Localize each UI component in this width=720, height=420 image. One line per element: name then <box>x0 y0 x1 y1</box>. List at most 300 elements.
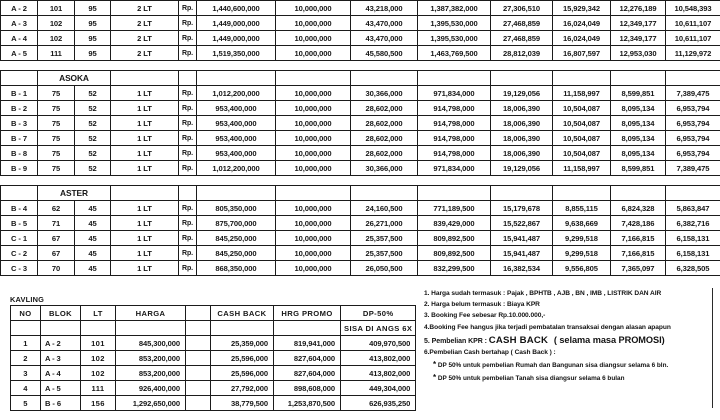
kavling-header-harga: HARGA <box>116 306 186 321</box>
cell-lantai: 1 LT <box>111 246 179 261</box>
table-row <box>1 116 720 131</box>
kavling-title: KAVLING <box>10 295 45 304</box>
group-header-row <box>1 186 720 201</box>
cell-lt: 101 <box>38 1 75 16</box>
kavling-cell-harga: 853,200,000 <box>116 366 186 381</box>
cell-cashback: 10,000,000 <box>276 46 351 61</box>
cell-ppn: 28,602,000 <box>351 131 418 146</box>
table-row <box>1 101 720 116</box>
kavling-cell-hrgpromo: 1,253,870,500 <box>274 396 341 411</box>
cell-lb: 45 <box>75 231 111 246</box>
cell-a3: 12,349,177 <box>611 16 666 31</box>
cell-a1: 18,006,390 <box>491 131 553 146</box>
cell-blok: B - 9 <box>1 161 38 176</box>
note-3: 3. Booking Fee sebesar Rp.10.000.000,- <box>424 312 546 320</box>
cell-a3: 8,599,851 <box>611 161 666 176</box>
cell-ppn: 30,366,000 <box>351 161 418 176</box>
cell-a2: 10,504,087 <box>553 116 611 131</box>
cell-lt: 102 <box>38 31 75 46</box>
kavling-cell-no: 4 <box>11 381 41 396</box>
cell-a2: 9,299,518 <box>553 246 611 261</box>
cell-a2: 9,638,669 <box>553 216 611 231</box>
cell-a3: 6,824,328 <box>611 201 666 216</box>
kavling-subheader-blank <box>116 321 186 336</box>
kavling-cell-no: 1 <box>11 336 41 351</box>
cell-lantai: 1 LT <box>111 101 179 116</box>
table-row <box>1 31 720 46</box>
kavling-cell-blok: A - 3 <box>41 351 81 366</box>
cell-a3: 8,095,134 <box>611 146 666 161</box>
cell-lb: 52 <box>75 116 111 131</box>
cell-lb: 95 <box>75 31 111 46</box>
cell-hrgpromo: 971,834,000 <box>418 161 491 176</box>
cell-cashback: 10,000,000 <box>276 31 351 46</box>
cell-a1: 27,306,510 <box>491 1 553 16</box>
kavling-cell-hrgpromo: 827,604,000 <box>274 366 341 381</box>
note-5-promo: ( selama masa PROMOSI) <box>553 334 665 345</box>
kavling-cell-harga: 1,292,650,000 <box>116 396 186 411</box>
cell-lt: 102 <box>38 16 75 31</box>
cell-a1: 16,382,534 <box>491 261 553 276</box>
cell-blok: B - 4 <box>1 201 38 216</box>
kavling-cell-lt: 102 <box>81 366 116 381</box>
cell-hrgpromo: 914,798,000 <box>418 131 491 146</box>
cell-a3: 7,166,815 <box>611 246 666 261</box>
cell-harga: 845,250,000 <box>197 231 276 246</box>
cell-hrgpromo: 839,429,000 <box>418 216 491 231</box>
cell-lantai: 1 LT <box>111 116 179 131</box>
cell-rp: Rp. <box>179 131 197 146</box>
cell-ppn: 28,602,000 <box>351 116 418 131</box>
cell-harga: 953,400,000 <box>197 101 276 116</box>
cell-hrgpromo: 809,892,500 <box>418 231 491 246</box>
cell-hrgpromo: 1,395,530,000 <box>418 16 491 31</box>
note-4: 4.Booking Fee hangus jika terjadi pembatalan transaksai dengan alasan apapun <box>424 323 671 331</box>
group-header-blank <box>611 71 666 86</box>
kavling-cell-lt: 156 <box>81 396 116 411</box>
kavling-cell-harga: 926,400,000 <box>116 381 186 396</box>
cell-a1: 15,941,487 <box>491 246 553 261</box>
cell-harga: 953,400,000 <box>197 146 276 161</box>
note-5-prefix: 5. Pembelian KPR : <box>424 337 489 345</box>
cell-lt: 111 <box>38 46 75 61</box>
cell-hrgpromo: 1,387,382,000 <box>418 1 491 16</box>
cell-hrgpromo: 1,463,769,500 <box>418 46 491 61</box>
cell-a2: 16,807,597 <box>553 46 611 61</box>
group-header-blank <box>666 71 720 86</box>
cell-lantai: 1 LT <box>111 201 179 216</box>
cell-lantai: 1 LT <box>111 261 179 276</box>
cell-a4: 6,953,794 <box>666 116 720 131</box>
kavling-cell-no: 5 <box>11 396 41 411</box>
cell-lantai: 1 LT <box>111 146 179 161</box>
cell-cashback: 10,000,000 <box>276 216 351 231</box>
cell-cashback: 10,000,000 <box>276 116 351 131</box>
group-header-blank <box>418 186 491 201</box>
cell-a2: 15,929,342 <box>553 1 611 16</box>
note-1: 1. Harga sudah termasuk : Pajak , BPHTB , AJB , BN , IMB , LISTRIK DAN AIR <box>424 290 662 297</box>
table-group-spacer <box>1 61 720 71</box>
cell-a4: 10,611,107 <box>666 31 720 46</box>
cell-hrgpromo: 771,189,500 <box>418 201 491 216</box>
note-6a-text: DP 50% untuk pembelian Rumah dan Bangunan sisa diangsur selama 6 bln. <box>437 362 669 370</box>
note-6: 6.Pembelian Cash bertahap ( Cash Back ) : <box>424 349 556 357</box>
group-header-blank <box>491 71 553 86</box>
table-group-spacer <box>1 176 720 186</box>
cell-harga: 1,519,350,000 <box>197 46 276 61</box>
cell-rp: Rp. <box>179 216 197 231</box>
kavling-cell-cashback: 25,596,000 <box>211 351 274 366</box>
cell-cashback: 10,000,000 <box>276 101 351 116</box>
notes-divider <box>712 288 713 408</box>
cell-a4: 5,863,847 <box>666 201 720 216</box>
kavling-row <box>11 366 416 381</box>
cell-rp: Rp. <box>179 1 197 16</box>
spacer-cell <box>1 176 720 186</box>
table-row <box>1 246 720 261</box>
cell-a4: 10,548,393 <box>666 1 720 16</box>
kavling-cell-no: 2 <box>11 351 41 366</box>
spacer-cell <box>1 61 720 71</box>
cell-rp: Rp. <box>179 261 197 276</box>
cell-a1: 15,179,678 <box>491 201 553 216</box>
cell-harga: 805,350,000 <box>197 201 276 216</box>
cell-lb: 95 <box>75 1 111 16</box>
table-row <box>1 86 720 101</box>
cell-cashback: 10,000,000 <box>276 246 351 261</box>
cell-a4: 6,953,794 <box>666 146 720 161</box>
table-row <box>1 131 720 146</box>
kavling-cell-gap <box>186 351 211 366</box>
kavling-cell-lt: 111 <box>81 381 116 396</box>
group-header-row <box>1 71 720 86</box>
note-5 <box>424 336 712 346</box>
kavling-cell-cashback: 25,359,000 <box>211 336 274 351</box>
cell-lt: 75 <box>38 131 75 146</box>
table-row <box>1 161 720 176</box>
cell-blok: B - 7 <box>1 131 38 146</box>
cell-ppn: 26,050,500 <box>351 261 418 276</box>
kavling-cell-dp: 449,304,000 <box>341 381 416 396</box>
kavling-row <box>11 396 416 411</box>
group-header-blank <box>276 186 351 201</box>
notes-list <box>424 291 712 386</box>
group-header-blank <box>553 71 611 86</box>
cell-harga: 1,012,200,000 <box>197 161 276 176</box>
note-5-cashback: CASH BACK <box>488 334 549 346</box>
kavling-cell-harga: 853,200,000 <box>116 351 186 366</box>
cell-a2: 16,024,049 <box>553 16 611 31</box>
kavling-cell-dp: 409,970,500 <box>341 336 416 351</box>
cell-a2: 9,556,805 <box>553 261 611 276</box>
kavling-table <box>10 305 416 411</box>
cell-lt: 71 <box>38 216 75 231</box>
kavling-cell-hrgpromo: 898,608,000 <box>274 381 341 396</box>
table-row <box>1 216 720 231</box>
cell-blok: B - 3 <box>1 116 38 131</box>
cell-harga: 1,449,000,000 <box>197 16 276 31</box>
cell-lantai: 2 LT <box>111 46 179 61</box>
cell-a3: 8,095,134 <box>611 131 666 146</box>
cell-lt: 75 <box>38 116 75 131</box>
cell-rp: Rp. <box>179 201 197 216</box>
group-header-blank <box>666 186 720 201</box>
kavling-cell-dp: 413,802,000 <box>341 366 416 381</box>
cell-ppn: 28,602,000 <box>351 101 418 116</box>
kavling-subheader-row <box>11 321 416 336</box>
cell-lantai: 1 LT <box>111 161 179 176</box>
cell-a3: 12,276,189 <box>611 1 666 16</box>
cell-ppn: 43,470,000 <box>351 16 418 31</box>
cell-a1: 15,941,487 <box>491 231 553 246</box>
kavling-header-blok: BLOK <box>41 306 81 321</box>
cell-cashback: 10,000,000 <box>276 261 351 276</box>
kavling-row <box>11 381 416 396</box>
group-header-blank <box>179 186 197 201</box>
cell-lb: 95 <box>75 46 111 61</box>
table-row <box>1 231 720 246</box>
cell-cashback: 10,000,000 <box>276 86 351 101</box>
group-header-blank <box>1 186 38 201</box>
cell-blok: B - 2 <box>1 101 38 116</box>
kavling-header-lt: LT <box>81 306 116 321</box>
cell-a4: 7,389,475 <box>666 161 720 176</box>
table-row <box>1 261 720 276</box>
kavling-cell-gap <box>186 396 211 411</box>
kavling-subheader-blank <box>211 321 274 336</box>
cell-hrgpromo: 809,892,500 <box>418 246 491 261</box>
cell-a4: 6,953,794 <box>666 101 720 116</box>
group-header-blank <box>197 71 276 86</box>
cell-hrgpromo: 832,299,500 <box>418 261 491 276</box>
group-header-blank <box>276 71 351 86</box>
cell-cashback: 10,000,000 <box>276 16 351 31</box>
cell-harga: 1,440,600,000 <box>197 1 276 16</box>
cell-lb: 52 <box>75 86 111 101</box>
cell-lantai: 1 LT <box>111 86 179 101</box>
cell-a4: 7,389,475 <box>666 86 720 101</box>
kavling-row <box>11 351 416 366</box>
cell-hrgpromo: 1,395,530,000 <box>418 31 491 46</box>
kavling-subheader-blank <box>186 321 211 336</box>
cell-a1: 19,129,056 <box>491 161 553 176</box>
cell-lt: 70 <box>38 261 75 276</box>
cell-lantai: 1 LT <box>111 131 179 146</box>
cell-harga: 868,350,000 <box>197 261 276 276</box>
kavling-cell-lt: 102 <box>81 351 116 366</box>
cell-lb: 45 <box>75 261 111 276</box>
cell-a2: 9,299,518 <box>553 231 611 246</box>
cell-harga: 875,700,000 <box>197 216 276 231</box>
cell-cashback: 10,000,000 <box>276 131 351 146</box>
table-row <box>1 146 720 161</box>
kavling-header-dp: DP-50% <box>341 306 416 321</box>
cell-harga: 953,400,000 <box>197 116 276 131</box>
kavling-subheader-blank <box>11 321 41 336</box>
cell-harga: 845,250,000 <box>197 246 276 261</box>
cell-a1: 27,468,859 <box>491 16 553 31</box>
cell-ppn: 26,271,000 <box>351 216 418 231</box>
cell-ppn: 24,160,500 <box>351 201 418 216</box>
cell-a3: 8,095,134 <box>611 101 666 116</box>
cell-hrgpromo: 914,798,000 <box>418 146 491 161</box>
cell-hrgpromo: 914,798,000 <box>418 101 491 116</box>
cell-blok: C - 1 <box>1 231 38 246</box>
group-header-blank <box>611 186 666 201</box>
cell-ppn: 25,357,500 <box>351 231 418 246</box>
kavling-cell-harga: 845,300,000 <box>116 336 186 351</box>
kavling-header-cashback: CASH BACK <box>211 306 274 321</box>
kavling-subheader-blank <box>81 321 116 336</box>
cell-a3: 7,428,186 <box>611 216 666 231</box>
cell-lantai: 1 LT <box>111 231 179 246</box>
group-name-cell: ASOKA <box>38 71 111 86</box>
cell-a3: 8,599,851 <box>611 86 666 101</box>
cell-harga: 1,012,200,000 <box>197 86 276 101</box>
kavling-cell-dp: 413,802,000 <box>341 351 416 366</box>
kavling-cell-hrgpromo: 827,604,000 <box>274 351 341 366</box>
cell-hrgpromo: 971,834,000 <box>418 86 491 101</box>
cell-lb: 95 <box>75 16 111 31</box>
cell-lantai: 1 LT <box>111 216 179 231</box>
kavling-cell-no: 3 <box>11 366 41 381</box>
cell-a3: 8,095,134 <box>611 116 666 131</box>
kavling-cell-hrgpromo: 819,941,000 <box>274 336 341 351</box>
cell-blok: A - 3 <box>1 16 38 31</box>
note-2: 2. Harga belum termasuk : Biaya KPR <box>424 301 540 309</box>
cell-lb: 45 <box>75 201 111 216</box>
cell-rp: Rp. <box>179 246 197 261</box>
kavling-cell-lt: 101 <box>81 336 116 351</box>
cell-blok: A - 5 <box>1 46 38 61</box>
cell-lt: 62 <box>38 201 75 216</box>
kavling-header-gap <box>186 306 211 321</box>
cell-lt: 75 <box>38 161 75 176</box>
cell-rp: Rp. <box>179 161 197 176</box>
cell-lt: 67 <box>38 246 75 261</box>
cell-ppn: 43,218,000 <box>351 1 418 16</box>
cell-rp: Rp. <box>179 231 197 246</box>
cell-blok: B - 1 <box>1 86 38 101</box>
cell-a3: 7,166,815 <box>611 231 666 246</box>
cell-cashback: 10,000,000 <box>276 201 351 216</box>
kavling-header-no: NO <box>11 306 41 321</box>
note-6b-text: DP 50% untuk pembelian Tanah sisa diangsur selama 6 bulan <box>437 374 625 382</box>
cell-rp: Rp. <box>179 46 197 61</box>
kavling-header-hrgpromo: HRG PROMO <box>274 306 341 321</box>
cell-cashback: 10,000,000 <box>276 161 351 176</box>
cell-a4: 6,158,131 <box>666 246 720 261</box>
cell-a1: 18,006,390 <box>491 146 553 161</box>
cell-lb: 52 <box>75 146 111 161</box>
kavling-cell-gap <box>186 381 211 396</box>
kavling-cell-dp: 626,935,250 <box>341 396 416 411</box>
cell-a2: 10,504,087 <box>553 146 611 161</box>
group-header-blank <box>418 71 491 86</box>
kavling-cell-blok: B - 6 <box>41 396 81 411</box>
table-row <box>1 46 720 61</box>
cell-a1: 15,522,867 <box>491 216 553 231</box>
cell-a1: 28,812,039 <box>491 46 553 61</box>
cell-lantai: 2 LT <box>111 1 179 16</box>
cell-a2: 10,504,087 <box>553 131 611 146</box>
cell-a4: 6,158,131 <box>666 231 720 246</box>
kavling-cell-blok: A - 4 <box>41 366 81 381</box>
cell-blok: A - 4 <box>1 31 38 46</box>
cell-a2: 11,158,997 <box>553 161 611 176</box>
group-header-blank <box>351 71 418 86</box>
kavling-subheader-blank <box>274 321 341 336</box>
group-header-blank <box>111 71 179 86</box>
cell-cashback: 10,000,000 <box>276 231 351 246</box>
cell-blok: A - 2 <box>1 1 38 16</box>
bullet-icon: * <box>433 372 437 382</box>
cell-ppn: 28,602,000 <box>351 146 418 161</box>
cell-a2: 10,504,087 <box>553 101 611 116</box>
cell-a1: 19,129,056 <box>491 86 553 101</box>
group-header-blank <box>111 186 179 201</box>
cell-a3: 12,953,030 <box>611 46 666 61</box>
cell-lt: 67 <box>38 231 75 246</box>
cell-blok: B - 5 <box>1 216 38 231</box>
cell-lb: 45 <box>75 246 111 261</box>
cell-harga: 953,400,000 <box>197 131 276 146</box>
cell-a3: 7,365,097 <box>611 261 666 276</box>
kavling-cell-gap <box>186 336 211 351</box>
cell-cashback: 10,000,000 <box>276 1 351 16</box>
cell-hrgpromo: 914,798,000 <box>418 116 491 131</box>
note-6b <box>433 374 712 383</box>
kavling-cell-gap <box>186 366 211 381</box>
cell-lb: 45 <box>75 216 111 231</box>
note-6a <box>433 361 712 370</box>
cell-lt: 75 <box>38 86 75 101</box>
cell-a1: 18,006,390 <box>491 116 553 131</box>
table-row <box>1 1 720 16</box>
kavling-cell-cashback: 38,779,500 <box>211 396 274 411</box>
table-row <box>1 16 720 31</box>
cell-rp: Rp. <box>179 86 197 101</box>
group-header-blank <box>197 186 276 201</box>
cell-lt: 75 <box>38 146 75 161</box>
cell-harga: 1,449,000,000 <box>197 31 276 46</box>
cell-rp: Rp. <box>179 16 197 31</box>
cell-lb: 52 <box>75 131 111 146</box>
cell-a1: 18,006,390 <box>491 101 553 116</box>
kavling-subheader-blank <box>41 321 81 336</box>
kavling-cell-cashback: 27,792,000 <box>211 381 274 396</box>
group-header-blank <box>553 186 611 201</box>
kavling-row <box>11 336 416 351</box>
cell-a2: 11,158,997 <box>553 86 611 101</box>
cell-ppn: 43,470,000 <box>351 31 418 46</box>
kavling-subheader-dp: SISA DI ANGS 6X <box>341 321 416 336</box>
cell-rp: Rp. <box>179 101 197 116</box>
cell-a2: 8,855,115 <box>553 201 611 216</box>
cell-blok: B - 8 <box>1 146 38 161</box>
kavling-cell-blok: A - 5 <box>41 381 81 396</box>
cell-lantai: 2 LT <box>111 31 179 46</box>
cell-blok: C - 3 <box>1 261 38 276</box>
table-row <box>1 201 720 216</box>
group-header-blank <box>351 186 418 201</box>
cell-a2: 16,024,049 <box>553 31 611 46</box>
cell-blok: C - 2 <box>1 246 38 261</box>
cell-a4: 6,382,716 <box>666 216 720 231</box>
cell-a4: 6,953,794 <box>666 131 720 146</box>
group-name-cell: ASTER <box>38 186 111 201</box>
cell-rp: Rp. <box>179 31 197 46</box>
